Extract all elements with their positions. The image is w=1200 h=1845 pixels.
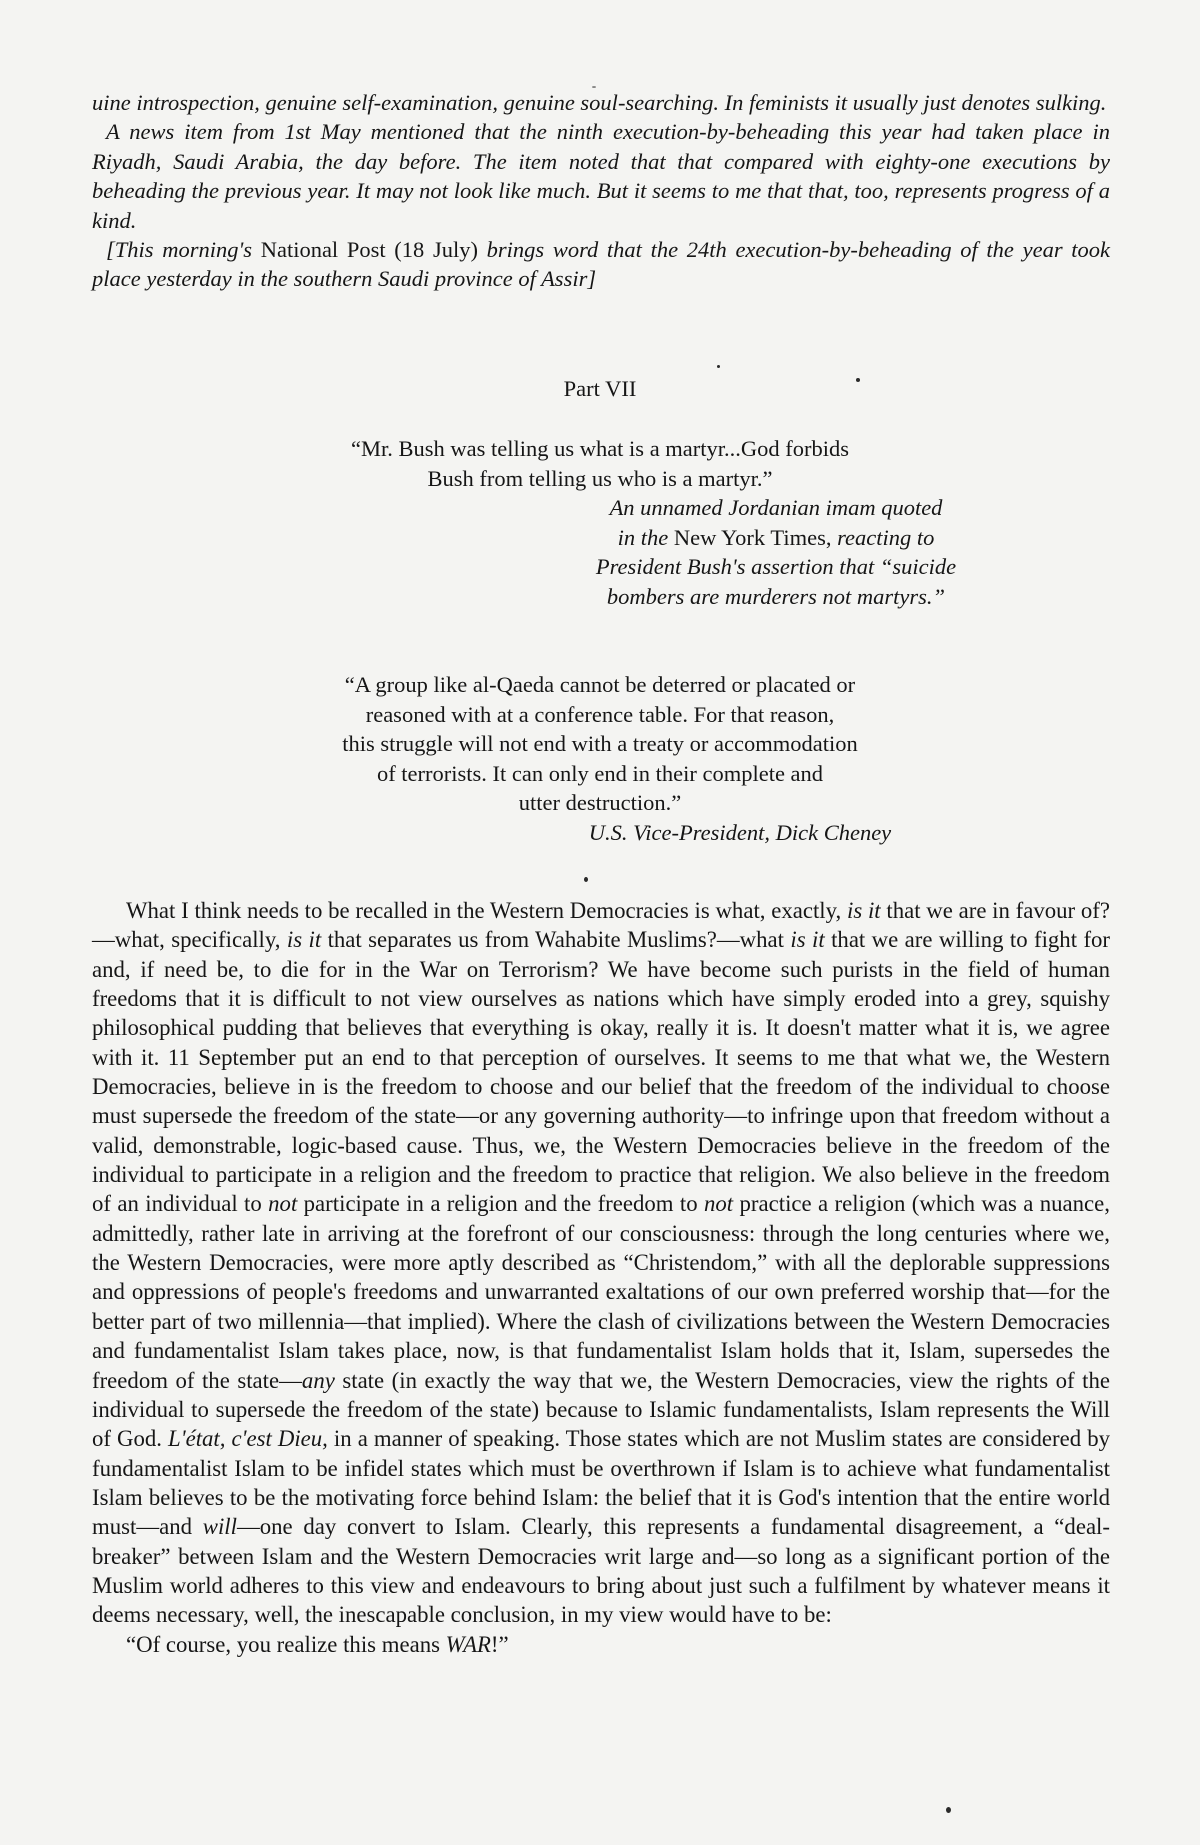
body-span-7: state (in exactly the way that we, the Western Democracies, view the rights of the individual to supersede the freedom of the state) because to Islamic fundamentalists, Islam represents the Will of God.: [92, 1367, 1110, 1452]
section-heading: Part VII: [563, 376, 637, 401]
bracket-note-paragraph: [92, 235, 1110, 294]
quote-2-line-4: of terrorists. It can only end in their complete and: [376, 760, 824, 786]
main-paragraph: [92, 896, 1110, 1630]
quote-2-attrib-text: U.S. Vice-President, Dick Cheney: [588, 820, 892, 845]
intro-continued-paragraph: [92, 88, 1110, 117]
bracket-note-newspaper: National Post: [260, 237, 386, 263]
quote-1-attrib-newspaper: New York Times,: [673, 524, 832, 550]
body-emphasis-3: is it: [790, 927, 825, 953]
quote-1-attribution: [556, 493, 996, 611]
bracket-note-open: [This morning's: [106, 237, 261, 263]
quote-2-line-2: reasoned with at a conference table. For that reason,: [365, 701, 835, 727]
closing-line: [92, 1630, 1110, 1659]
body-span-2: that we are in favour of?—what, specifically,: [92, 898, 1110, 953]
quote-1-attrib-line-4: bombers are murderers not martyrs.”: [606, 583, 946, 609]
scan-speck: [946, 1807, 951, 1813]
scan-speck: [856, 378, 860, 382]
body-span-8: in a manner of speaking. Those states which are not Muslim states are considered by fundamentalist Islam to be infidel states which must be overthrown if Islam is to achieve what fundamentalist Islam believes to be the motivating force behind Islam: the belief that it is God's intention that the entire world must—and: [92, 1426, 1110, 1540]
bracket-note-date: (18 July): [385, 237, 487, 263]
quote-1-attrib-line-1: An unnamed Jordanian imam quoted: [609, 495, 943, 520]
body-span-3: that separates us from Wahabite Muslims?—what: [321, 927, 791, 953]
intro-continued-text: uine introspection, genuine self-examination, genuine soul-searching. In feminists it usually just denotes sulking.: [92, 90, 1107, 115]
closing-pre: “Of course, you realize this means: [126, 1631, 446, 1657]
body-span-6: practice a religion (which was a nuance, admittedly, rather late in arriving at the forefront of our consciousness: through the long centuries where we, the Western Democracies, were more aptly described as “Christendom,” with all the deplorable suppressions and oppressions of people's freedoms and unwarranted exaltations of our own preferred worship that—for the better part of two millennia—that implied). Where the clash of civilizations between the Western Democracies and fundamentalist Islam takes place, now, is that fundamentalist Islam holds that it, Islam, supersedes the freedom of the state—: [92, 1191, 1110, 1393]
closing-post: !”: [490, 1631, 509, 1657]
body-emphasis-5: not: [704, 1191, 734, 1217]
quote-2-attribution: [540, 818, 940, 848]
quote-1-line-1: “Mr. Bush was telling us what is a martyr...God forbids: [350, 436, 850, 461]
body-emphasis-6: any: [301, 1367, 335, 1393]
body-emphasis-2: is it: [286, 927, 322, 953]
quote-1-line-2: Bush from telling us who is a martyr.”: [427, 465, 773, 491]
news-item-paragraph: [92, 117, 1110, 235]
intro-section: [92, 88, 1110, 294]
scan-speck: [592, 86, 596, 88]
body-emphasis-1: is it: [847, 898, 881, 923]
body-span-9: —one day convert to Islam. Clearly, this represents a fundamental disagreement, a “deal-breaker” between Islam and the Western Democracies writ large and—so long as a significant portion of the Muslim world adheres to this view and endeavours to bring about just such a fulfilment by whatever means it deems necessary, well, the inescapable conclusion, in my view would have to be:: [92, 1514, 1110, 1628]
body-span-1: What I think needs to be recalled in the Western Democracies is what, exactly,: [126, 898, 847, 923]
epigraph-quote-1: [300, 434, 900, 493]
body-span-4: that we are willing to fight for and, if need be, to die for in the War on Terrorism? We have become such purists in the field of human freedoms that it is difficult to not view ourselves as nations which have simply eroded into a grey, squishy philosophical pudding that believes that everything is okay, really it is. It doesn't matter what it is, we agree with it. 11 September put an end to that perception of ourselves. It seems to me that what we, the Western Democracies, believe in is the freedom to choose and our belief that the freedom of the individual to choose must supersede the freedom of the state—or any governing authority—to infringe upon that freedom without a valid, demonstrable, logic-based cause. Thus, we, the Western Democracies believe in the freedom of the individual to participate in a religion and the freedom to practice that religion. We also believe in the freedom of an individual to: [92, 927, 1111, 1217]
body-emphasis-4: not: [268, 1191, 298, 1217]
body-emphasis-8: will: [202, 1514, 237, 1540]
bracket-note-rest: brings word that the 24th execution-by-beheading of the year took place yesterday in the southern Saudi province of Assir]: [92, 237, 1110, 292]
quote-2-line-1: “A group like al-Qaeda cannot be deterred or placated or: [344, 672, 856, 697]
body-section: [92, 896, 1110, 1659]
quote-1-attrib-line-2: [556, 523, 996, 553]
closing-emphasis: WAR: [445, 1631, 491, 1657]
scan-speck: [717, 365, 720, 368]
quote-2-line-3: this struggle will not end with a treaty or accommodation: [342, 731, 858, 756]
body-emphasis-7: L'état, c'est Dieu,: [168, 1426, 328, 1452]
news-item-text: A news item from 1st May mentioned that the ninth execution-by-beheading this year had taken place in Riyadh, Saudi Arabia, the day before. The item noted that that compared with eighty-one executions by beheading the previous year. It may not look like much. But it seems to me that that, too, represents progress of a kind.: [92, 119, 1110, 233]
scan-speck: [584, 877, 588, 882]
quote-1-attrib-pre: in the: [617, 524, 674, 550]
quote-1-attrib-post: reacting to: [831, 524, 935, 550]
quote-1-attrib-line-3: President Bush's assertion that “suicide: [595, 554, 957, 579]
quote-2-line-5: utter destruction.”: [518, 790, 682, 815]
epigraph-quote-2: [300, 670, 900, 818]
body-span-5: participate in a religion and the freedom to: [297, 1191, 704, 1217]
